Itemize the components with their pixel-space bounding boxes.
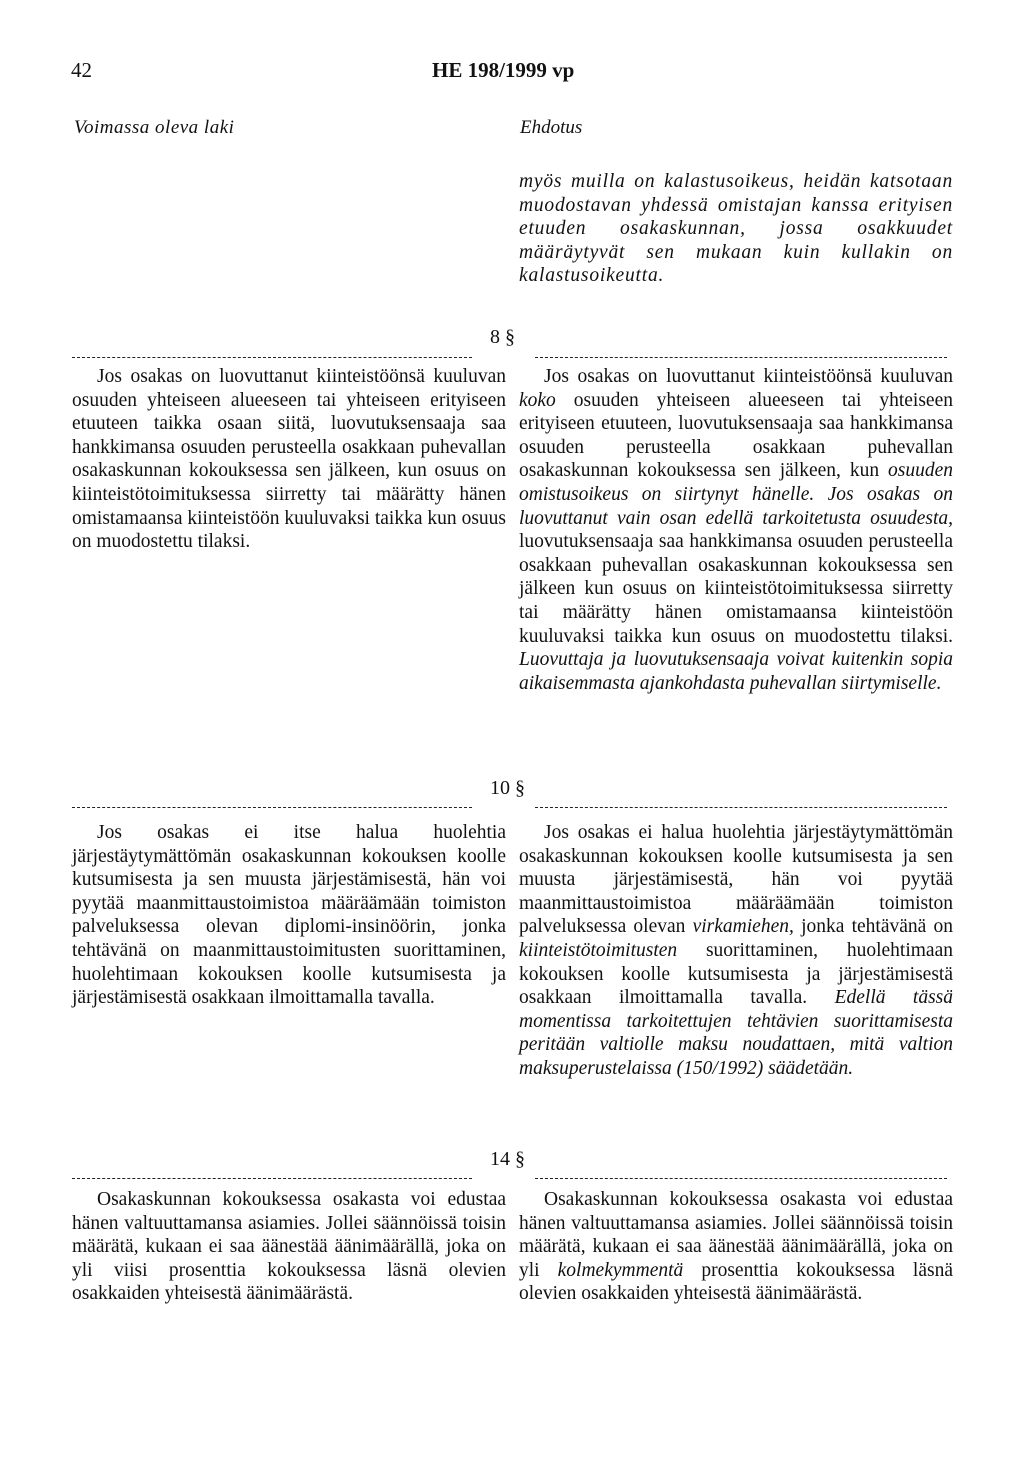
section-separator-right bbox=[535, 807, 947, 808]
section-14-left-text bbox=[72, 1188, 506, 1306]
text-run-italic: Luovuttaja ja luovutuksensaaja voivat kuitenkin sopia aikaisemmasta ajankohdasta puhevallan siirtymiselle. bbox=[519, 649, 953, 694]
text-run: osuuden yhteiseen alueeseen tai yhteiseen erityiseen etuuteen, luovutuksensaaja saa hankkimansa osuuden perusteella osakkaan puhevallan osakaskunnan kokouksessa sen jälkeen, kun bbox=[519, 389, 953, 482]
page-number: 42 bbox=[71, 58, 92, 82]
section-separator-left bbox=[72, 357, 472, 358]
section-10-right-paragraph bbox=[519, 821, 953, 1081]
section-8-right-paragraph bbox=[519, 365, 953, 695]
text-run-italic: osuuden omistusoikeus on siirtynyt hänelle. Jos osakas on luovuttanut vain osan edellä tarkoitetusta osuudesta, bbox=[519, 460, 953, 529]
section-14-left-paragraph: Osakaskunnan kokouksessa osakasta voi edustaa hänen valtuuttamansa asiamies. Jollei säännöissä toisin määrätä, kukaan ei saa äänestää äänimäärällä, joka on yli viisi prosenttia kokouksessa läsnä olevien osakkaiden yhteisestä äänimäärästä. bbox=[72, 1189, 506, 1305]
section-8-left-paragraph: Jos osakas on luovuttanut kiinteistöönsä kuuluvan osuuden yhteiseen alueeseen tai yhteiseen erityiseen etuuteen taikka osaan siitä, luovutuksensaaja saa hankkimansa osuuden perusteella osakkaan puhevallan osakaskunnan kokouksessa sen jälkeen, kun osuus on kiinteistötoimituksessa siirretty tai määrätty hänen omistamaansa kiinteistöön kuuluvaksi taikka kun osuus on muodostettu tilaksi. bbox=[72, 366, 506, 553]
right-column-title: Ehdotus bbox=[520, 117, 583, 138]
text-run-italic: Edellä tässä momentissa tarkoitettujen tehtävien suorittamisesta peritään valtiolle maksu noudattaen, mitä valtion maksuperustelaissa (150/1992) säädetään. bbox=[519, 987, 953, 1079]
section-number-14: 14 § bbox=[490, 1148, 525, 1170]
section-number-10: 10 § bbox=[490, 777, 525, 799]
section-8-right-text bbox=[519, 365, 953, 695]
section-separator-right bbox=[535, 1178, 947, 1179]
section-10-right-text bbox=[519, 821, 953, 1081]
document-id: HE 198/1999 vp bbox=[432, 58, 575, 82]
intro-right-text: myös muilla on kalastusoikeus, heidän katsotaan muodostavan yhdessä omistajan kanssa erityisen etuuden osakaskunnan, jossa osakkuudet määräytyvät sen mukaan kuin kullakin on kalastusoikeutta. bbox=[519, 171, 953, 287]
section-separator-left bbox=[72, 807, 472, 808]
section-14-right-text bbox=[519, 1188, 953, 1306]
text-run-italic: kolmekymmentä bbox=[557, 1259, 684, 1281]
section-8-left-text bbox=[72, 365, 506, 554]
left-column-title: Voimassa oleva laki bbox=[74, 117, 235, 138]
section-separator-right bbox=[535, 357, 947, 358]
section-10-left-text bbox=[72, 821, 506, 1010]
text-run: suorittaminen, huolehtimaan kokouksen koolle kutsumisesta ja järjestämisestä osakkaan ilmoittamalla tavalla. bbox=[519, 939, 953, 1009]
text-run-italic: kiinteistötoimitusten bbox=[519, 939, 678, 961]
text-run-italic: virkamiehen, bbox=[692, 916, 794, 938]
section-14-right-paragraph bbox=[519, 1188, 953, 1306]
text-run: Jos osakas on luovuttanut kiinteistöönsä kuuluvan bbox=[544, 366, 953, 387]
text-run: Osakaskunnan kokouksessa osakasta voi edustaa hänen valtuuttamansa asiamies. Jollei säännöissä toisin määrätä, kukaan ei saa äänestää äänimäärällä, joka on yli bbox=[519, 1189, 953, 1281]
section-10-left-paragraph: Jos osakas ei itse halua huolehtia järjestäytymättömän osakaskunnan kokouksen koolle kutsumisesta ja sen muusta järjestämisestä, hän voi pyytää maanmittaustoimistoa määräämään toimiston palveluksessa olevan diplomi-insinöörin, jonka tehtävänä on maanmittaustoimitusten suorittaminen, huolehtimaan kokouksen koolle kutsumisesta ja järjestämisestä osakkaan ilmoittamalla tavalla. bbox=[72, 822, 506, 1009]
text-run-italic: koko bbox=[519, 389, 556, 411]
section-separator-left bbox=[72, 1178, 472, 1179]
section-number-8: 8 § bbox=[490, 326, 515, 348]
text-run: jonka tehtävänä on bbox=[793, 916, 954, 938]
text-run: prosenttia kokouksessa läsnä olevien osakkaiden yhteisestä äänimäärästä. bbox=[519, 1259, 953, 1305]
text-run: Jos osakas ei halua huolehtia järjestäytymättömän osakaskunnan kokouksen koolle kutsumisesta ja sen muusta järjestämisestä, hän voi pyytää maanmittaustoimistoa määräämään toimiston palveluksessa olevan bbox=[519, 822, 953, 938]
text-run: luovutuksensaaja saa hankkimansa osuuden perusteella osakkaan puhevallan osakaskunnan kokouksessa sen jälkeen kun osuus on kiinteistötoimituksessa siirretty tai määrätty hänen omistamaansa kiinteistöön kuuluvaksi taikka kun osuus on muodostettu tilaksi. bbox=[519, 531, 953, 647]
